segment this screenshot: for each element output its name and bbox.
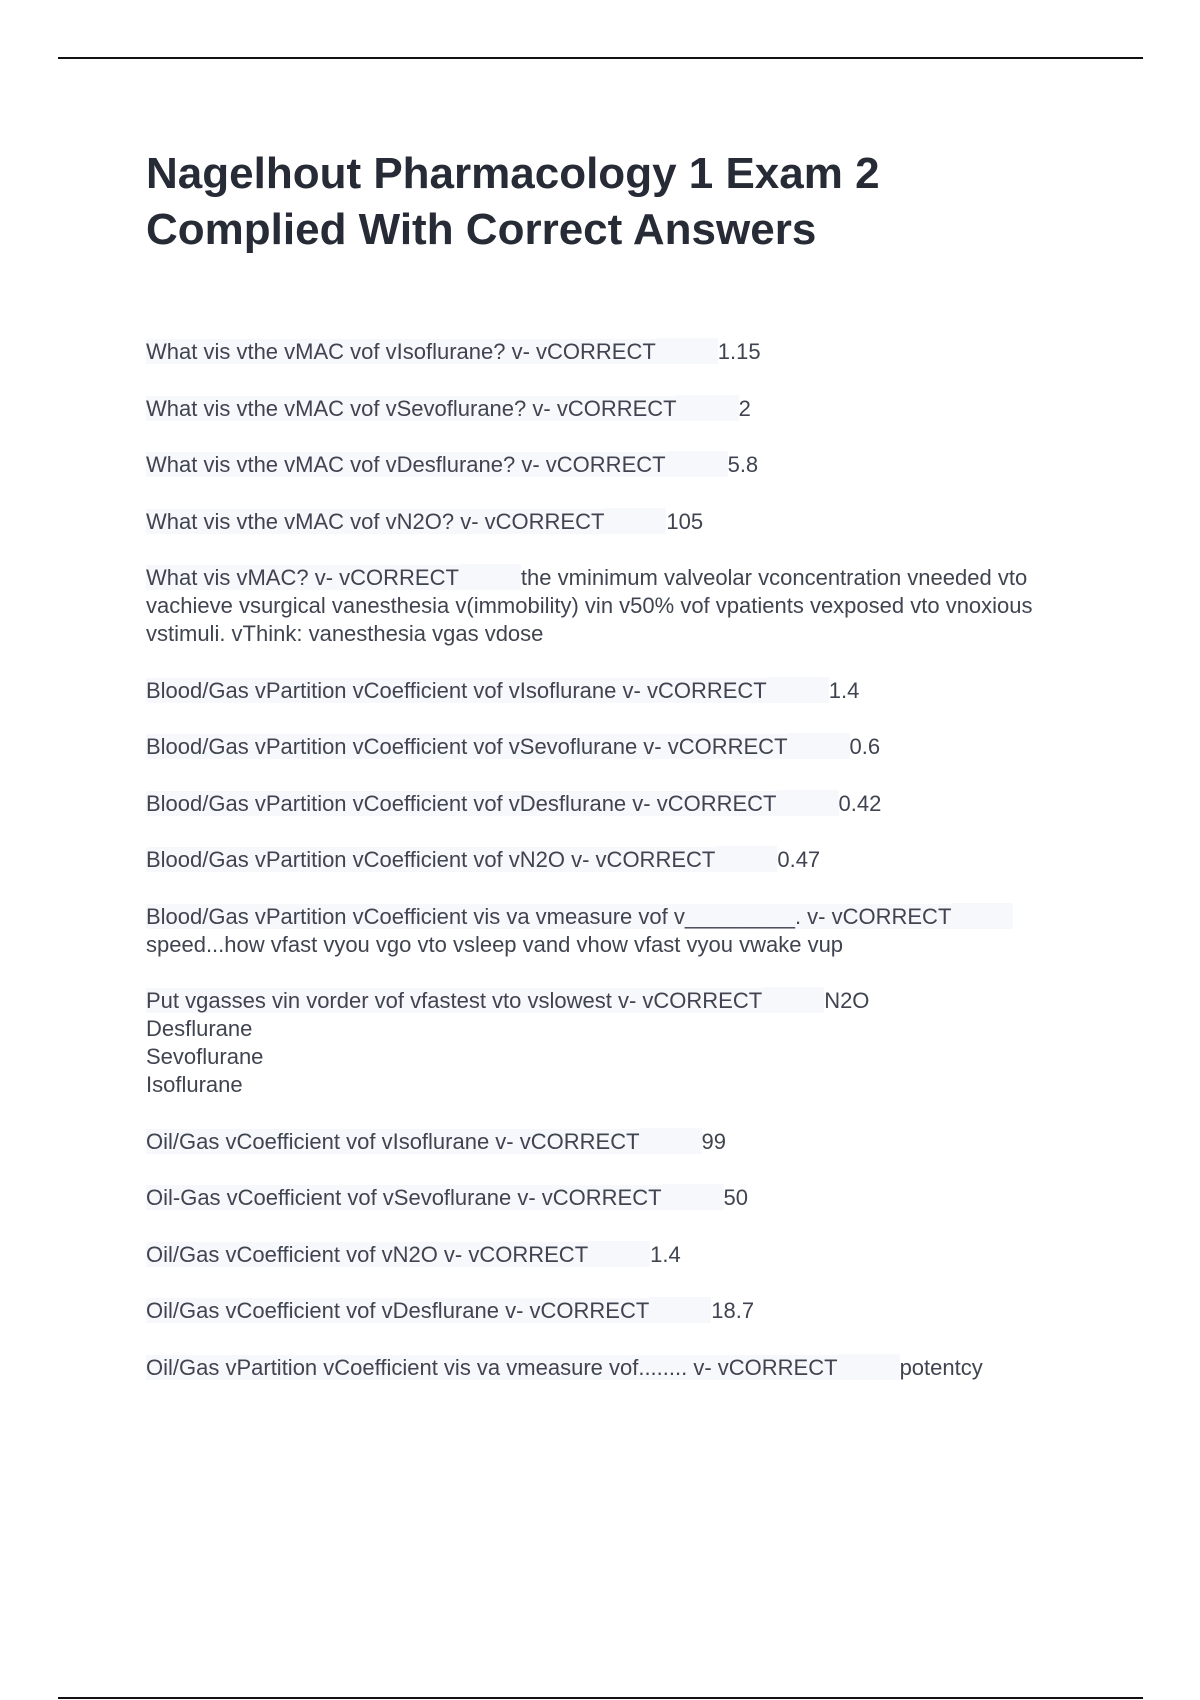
qa-item [146,508,1086,536]
qa-item [146,395,1086,423]
document-title: Nagelhout Pharmacology 1 Exam 2 Complied With Correct Answers [146,149,880,254]
answer-gap [649,1297,711,1323]
question-text: What vis vthe vMAC vof vN2O? v- vCORRECT [146,508,605,534]
question-text: What vis vMAC? v- vCORRECT [146,565,459,590]
question-text: Blood/Gas vPartition vCoefficient vis va vmeasure vof v_________. v- vCORRECT [146,903,952,929]
qa-item [146,1128,1086,1156]
answer-gap [715,846,777,872]
answer-gap [838,1354,900,1380]
question-text: What vis vthe vMAC vof vSevoflurane? v- vCORRECT [146,395,677,421]
answer-text: 1.4 [650,1241,681,1267]
answer-gap [604,508,666,534]
qa-item [146,733,1086,761]
question-text: Put vgasses vin vorder vof vfastest vto vslowest v- vCORRECT [146,988,763,1013]
answer-gap [677,395,739,421]
question-text: What vis vthe vMAC vof vIsoflurane? v- vCORRECT [146,339,656,364]
answer-text: 5.8 [727,452,759,477]
answer-gap [656,338,718,364]
top-divider [58,57,1143,59]
answer-gap [951,903,1013,929]
question-text: Oil/Gas vCoefficient vof vN2O v- vCORRECT [146,1241,589,1267]
answer-gap [640,1128,702,1154]
question-text: Oil-Gas vCoefficient vof vSevoflurane v- vCORRECT [146,1185,662,1210]
answer-gap [666,451,728,477]
bottom-divider [58,1697,1143,1699]
answer-text: 0.42 [838,790,882,816]
qa-item [146,846,1086,874]
answer-gap [588,1241,650,1267]
qa-item [146,451,1086,479]
qa-list [146,338,1086,1410]
qa-item [146,677,1086,705]
answer-text: potentcy [899,1354,983,1380]
answer-gap [788,733,850,759]
qa-item [146,987,1086,1099]
qa-item [146,1297,1086,1325]
question-text: Blood/Gas vPartition vCoefficient vof vDesflurane v- vCORRECT [146,790,777,816]
answer-text: speed...how vfast vyou vgo vto vsleep vand vhow vfast vyou vwake vup [146,931,844,957]
qa-item [146,338,1086,366]
qa-item [146,790,1086,818]
answer-text: 0.47 [777,847,821,872]
answer-text: 1.15 [717,339,761,364]
question-text: Oil/Gas vPartition vCoefficient vis va vmeasure vof........ v- vCORRECT [146,1354,838,1380]
answer-text: 18.7 [711,1298,755,1323]
answer-text: the vminimum valveolar vconcentration vneeded vto vachieve vsurgical vanesthesia v(immobility) vin v50% vof vpatients vexposed vto vnoxious vstimuli. vThink: vanesthesia vgas vdose [146,565,1033,646]
answer-text: 99 [701,1128,727,1154]
question-text: What vis vthe vMAC vof vDesflurane? v- vCORRECT [146,452,666,477]
answer-gap [777,790,839,816]
question-text: Oil/Gas vCoefficient vof vIsoflurane v- vCORRECT [146,1128,640,1154]
question-text: Oil/Gas vCoefficient vof vDesflurane v- vCORRECT [146,1298,650,1323]
qa-item [146,1241,1086,1269]
question-text: Blood/Gas vPartition vCoefficient vof vIsoflurane v- vCORRECT [146,677,767,703]
answer-text: 1.4 [828,677,860,703]
qa-item [146,564,1086,648]
answer-text: 2 [738,395,751,421]
answer-gap [767,677,829,703]
qa-item [146,1354,1086,1382]
answer-gap [662,1184,724,1210]
qa-item [146,903,1086,959]
answer-gap [762,987,824,1013]
answer-text: 105 [666,508,704,534]
answer-text: 50 [723,1185,749,1210]
answer-gap [459,564,521,590]
answer-text: N2O Desflurane Sevoflurane Isoflurane [146,988,870,1097]
question-text: Blood/Gas vPartition vCoefficient vof vN2O v- vCORRECT [146,847,716,872]
qa-item [146,1184,1086,1212]
answer-text: 0.6 [849,734,881,759]
question-text: Blood/Gas vPartition vCoefficient vof vSevoflurane v- vCORRECT [146,734,788,759]
